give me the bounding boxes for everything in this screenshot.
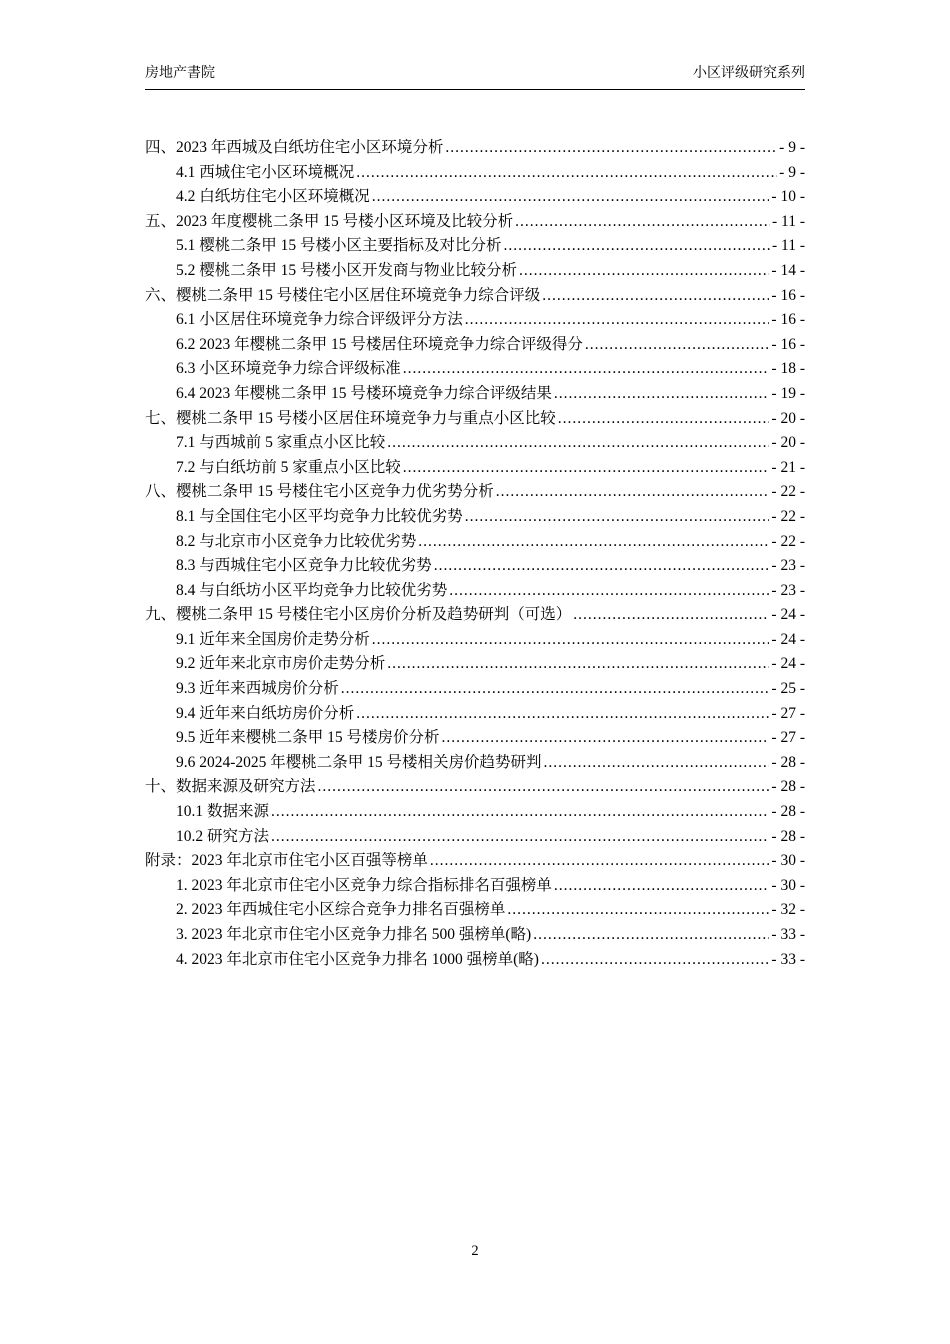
toc-entry[interactable] xyxy=(145,554,805,579)
toc-entry-title: 9.6 2024-2025 年樱桃二条甲 15 号楼相关房价趋势研判 xyxy=(176,753,542,771)
toc-entry[interactable] xyxy=(145,628,805,653)
toc-entry-title: 八、樱桃二条甲 15 号楼住宅小区竞争力优劣势分析 xyxy=(145,483,494,501)
toc-entry-title: 2. 2023 年西城住宅小区综合竞争力排名百强榜单 xyxy=(176,901,506,919)
toc-entry-title: 七、樱桃二条甲 15 号楼小区居住环境竞争力与重点小区比较 xyxy=(145,409,556,427)
toc-dot-leader xyxy=(341,677,770,702)
toc-dot-leader xyxy=(573,603,769,628)
toc-entry-title: 6.4 2023 年樱桃二条甲 15 号楼环境竞争力综合评级结果 xyxy=(176,384,552,402)
toc-dot-leader xyxy=(542,284,769,309)
toc-entry-title: 九、樱桃二条甲 15 号楼住宅小区房价分析及趋势研判（可选） xyxy=(145,606,572,624)
toc-entry[interactable] xyxy=(145,923,805,948)
toc-dot-leader xyxy=(541,948,769,973)
page-footer xyxy=(0,1243,950,1260)
toc-entry[interactable] xyxy=(145,456,805,481)
toc-dot-leader xyxy=(496,480,770,505)
toc-entry[interactable] xyxy=(145,530,805,555)
toc-entry[interactable] xyxy=(145,407,805,432)
toc-entry-page: - 24 - xyxy=(771,630,805,648)
toc-entry[interactable] xyxy=(145,775,805,800)
toc-entry-page: - 24 - xyxy=(771,606,805,624)
toc-entry-title: 9.3 近年来西城房价分析 xyxy=(176,680,339,698)
toc-dot-leader xyxy=(465,308,770,333)
toc-entry[interactable] xyxy=(145,210,805,235)
toc-entry[interactable] xyxy=(145,948,805,973)
toc-entry[interactable] xyxy=(145,751,805,776)
toc-dot-leader xyxy=(356,161,777,186)
toc-dot-leader xyxy=(515,210,770,235)
toc-entry[interactable] xyxy=(145,849,805,874)
toc-dot-leader xyxy=(558,407,770,432)
toc-entry-page: - 27 - xyxy=(771,704,805,722)
toc-entry[interactable] xyxy=(145,234,805,259)
toc-entry[interactable] xyxy=(145,185,805,210)
toc-entry[interactable] xyxy=(145,874,805,899)
toc-entry[interactable] xyxy=(145,357,805,382)
toc-dot-leader xyxy=(387,652,769,677)
toc-entry-title: 8.3 与西城住宅小区竞争力比较优劣势 xyxy=(176,557,432,575)
toc-dot-leader xyxy=(442,726,770,751)
toc-dot-leader xyxy=(271,800,769,825)
toc-dot-leader xyxy=(449,579,769,604)
toc-entry-title: 9.5 近年来樱桃二条甲 15 号楼房价分析 xyxy=(176,729,440,747)
toc-entry[interactable] xyxy=(145,825,805,850)
toc-entry-page: - 16 - xyxy=(771,311,805,329)
toc-entry-title: 8.2 与北京市小区竞争力比较优劣势 xyxy=(176,532,417,550)
toc-entry-page: - 11 - xyxy=(772,212,805,230)
toc-entry-page: - 9 - xyxy=(779,139,805,156)
toc-entry-title: 5.2 樱桃二条甲 15 号楼小区开发商与物业比较分析 xyxy=(176,261,518,279)
toc-entry[interactable] xyxy=(145,652,805,677)
page-header xyxy=(145,62,805,90)
toc-entry[interactable] xyxy=(145,505,805,530)
toc-entry[interactable] xyxy=(145,333,805,358)
toc-dot-leader xyxy=(519,259,769,284)
toc-entry-page: - 28 - xyxy=(771,778,805,796)
toc-entry[interactable] xyxy=(145,382,805,407)
table-of-contents xyxy=(145,136,805,972)
header-left-title: 房地产書院 xyxy=(145,66,215,81)
toc-entry-page: - 11 - xyxy=(772,237,805,255)
toc-entry-title: 10.1 数据来源 xyxy=(176,803,270,821)
toc-entry-title: 8.4 与白纸坊小区平均竞争力比较优劣势 xyxy=(176,581,448,599)
toc-dot-leader xyxy=(372,628,770,653)
toc-entry[interactable] xyxy=(145,579,805,604)
toc-entry-page: - 22 - xyxy=(771,507,805,525)
header-right-title: 小区评级研究系列 xyxy=(693,66,805,81)
toc-entry-page: - 10 - xyxy=(771,188,805,206)
toc-entry-page: - 16 - xyxy=(771,286,805,304)
toc-entry-page: - 30 - xyxy=(771,852,805,870)
toc-dot-leader xyxy=(445,136,777,161)
toc-entry-page: - 30 - xyxy=(771,876,805,894)
toc-dot-leader xyxy=(585,333,770,358)
toc-entry[interactable] xyxy=(145,308,805,333)
toc-dot-leader xyxy=(434,554,770,579)
toc-entry-title: 10.2 研究方法 xyxy=(176,827,270,845)
toc-entry-page: - 33 - xyxy=(771,950,805,968)
toc-entry-title: 四、2023 年西城及白纸坊住宅小区环境分析 xyxy=(145,139,444,156)
toc-dot-leader xyxy=(544,751,770,776)
toc-dot-leader xyxy=(554,874,770,899)
toc-dot-leader xyxy=(430,849,770,874)
toc-entry-title: 9.1 近年来全国房价走势分析 xyxy=(176,630,370,648)
toc-dot-leader xyxy=(271,825,769,850)
toc-dot-leader xyxy=(387,431,769,456)
toc-entry[interactable] xyxy=(145,161,805,186)
toc-entry[interactable] xyxy=(145,259,805,284)
toc-entry[interactable] xyxy=(145,431,805,456)
toc-dot-leader xyxy=(403,357,770,382)
toc-entry-title: 9.4 近年来白纸坊房价分析 xyxy=(176,704,355,722)
toc-dot-leader xyxy=(554,382,770,407)
toc-dot-leader xyxy=(507,898,769,923)
toc-entry-page: - 24 - xyxy=(771,655,805,673)
toc-dot-leader xyxy=(465,505,770,530)
toc-entry[interactable] xyxy=(145,726,805,751)
toc-entry-page: - 28 - xyxy=(771,803,805,821)
toc-entry[interactable] xyxy=(145,284,805,309)
toc-entry-page: - 14 - xyxy=(771,261,805,279)
toc-entry-title: 4.1 西城住宅小区环境概况 xyxy=(176,163,355,181)
toc-entry-page: - 21 - xyxy=(771,458,805,476)
toc-entry[interactable] xyxy=(145,136,805,161)
toc-dot-leader xyxy=(504,234,770,259)
toc-dot-leader xyxy=(403,456,770,481)
toc-dot-leader xyxy=(356,702,769,727)
toc-entry-title: 8.1 与全国住宅小区平均竞争力比较优劣势 xyxy=(176,507,463,525)
page-number: 2 xyxy=(471,1243,479,1259)
toc-entry-title: 4. 2023 年北京市住宅小区竞争力排名 1000 强榜单(略) xyxy=(176,950,539,968)
toc-entry[interactable] xyxy=(145,480,805,505)
toc-entry-page: - 27 - xyxy=(771,729,805,747)
toc-entry-title: 六、樱桃二条甲 15 号楼住宅小区居住环境竞争力综合评级 xyxy=(145,286,541,304)
toc-entry-title: 十、数据来源及研究方法 xyxy=(145,778,316,796)
toc-dot-leader xyxy=(372,185,770,210)
toc-entry-page: - 9 - xyxy=(779,163,805,181)
toc-entry-page: - 23 - xyxy=(771,581,805,599)
toc-dot-leader xyxy=(418,530,769,555)
toc-entry[interactable] xyxy=(145,677,805,702)
toc-entry-title: 5.1 樱桃二条甲 15 号楼小区主要指标及对比分析 xyxy=(176,237,502,255)
toc-entry-page: - 33 - xyxy=(771,926,805,943)
toc-entry-title: 附录：2023 年北京市住宅小区百强等榜单 xyxy=(145,852,428,870)
toc-entry-page: - 19 - xyxy=(771,384,805,402)
toc-entry-title: 7.2 与白纸坊前 5 家重点小区比较 xyxy=(176,458,401,476)
toc-entry-title: 3. 2023 年北京市住宅小区竞争力排名 500 强榜单(略) xyxy=(176,926,532,943)
toc-entry[interactable] xyxy=(145,898,805,923)
toc-entry[interactable] xyxy=(145,800,805,825)
toc-entry-page: - 28 - xyxy=(771,827,805,845)
toc-entry-page: - 32 - xyxy=(771,901,805,919)
toc-entry-title: 6.2 2023 年樱桃二条甲 15 号楼居住环境竞争力综合评级得分 xyxy=(176,335,583,353)
toc-list xyxy=(145,136,805,972)
toc-entry-page: - 25 - xyxy=(771,680,805,698)
toc-entry-page: - 16 - xyxy=(771,335,805,353)
toc-entry-title: 五、2023 年度樱桃二条甲 15 号楼小区环境及比较分析 xyxy=(145,212,514,230)
toc-dot-leader xyxy=(533,923,769,948)
toc-entry-page: - 22 - xyxy=(771,483,805,501)
toc-entry-title: 6.3 小区环境竞争力综合评级标准 xyxy=(176,360,401,378)
toc-entry-page: - 20 - xyxy=(771,409,805,427)
toc-entry-page: - 18 - xyxy=(771,360,805,378)
toc-entry[interactable] xyxy=(145,702,805,727)
toc-entry-page: - 22 - xyxy=(771,532,805,550)
toc-entry-title: 7.1 与西城前 5 家重点小区比较 xyxy=(176,434,386,452)
toc-entry-title: 6.1 小区居住环境竞争力综合评级评分方法 xyxy=(176,311,463,329)
toc-entry-page: - 20 - xyxy=(771,434,805,452)
toc-dot-leader xyxy=(318,775,770,800)
toc-entry-title: 9.2 近年来北京市房价走势分析 xyxy=(176,655,386,673)
toc-entry-page: - 23 - xyxy=(771,557,805,575)
toc-entry-title: 1. 2023 年北京市住宅小区竞争力综合指标排名百强榜单 xyxy=(176,876,552,894)
toc-entry-title: 4.2 白纸坊住宅小区环境概况 xyxy=(176,188,370,206)
toc-entry[interactable] xyxy=(145,603,805,628)
toc-entry-page: - 28 - xyxy=(771,753,805,771)
